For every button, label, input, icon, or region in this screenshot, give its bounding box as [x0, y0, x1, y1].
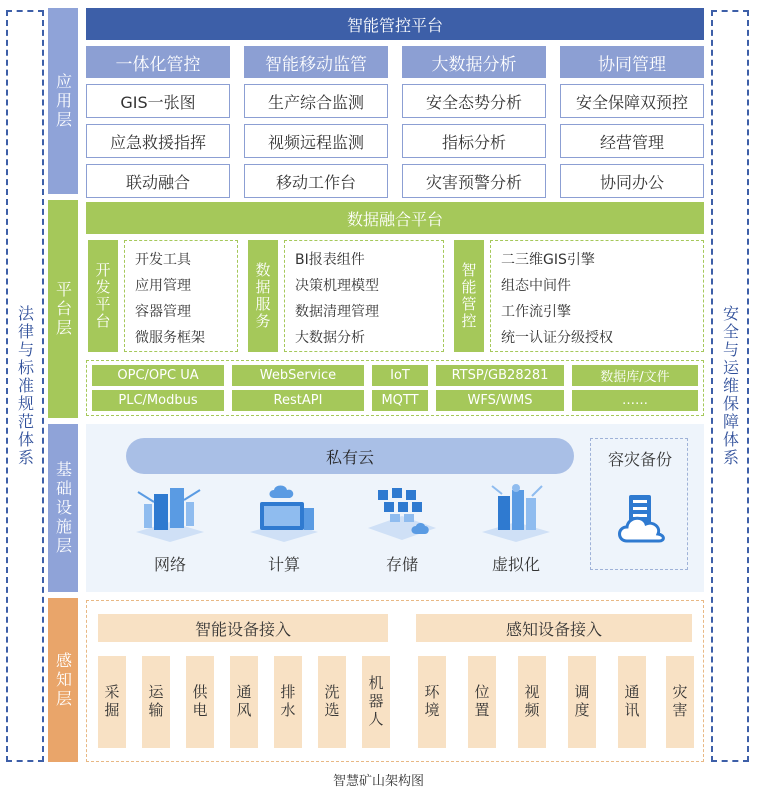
platform-layer-title: 数据融合平台: [86, 202, 704, 234]
list-item: 数据清理管理: [295, 304, 379, 320]
app-module-cell: 协同办公: [560, 164, 704, 198]
app-column-header: 智能移动监管: [244, 46, 388, 78]
smart-device-item: 运输: [142, 656, 170, 748]
smart-device-item: 机器人: [362, 656, 390, 748]
app-module-cell: 应急救援指挥: [86, 124, 230, 158]
protocol-tag: WebService: [232, 365, 364, 386]
list-item: 大数据分析: [295, 330, 365, 346]
app-module-cell: GIS一张图: [86, 84, 230, 118]
app-column-header: 协同管理: [560, 46, 704, 78]
infra-label-storage: 存储: [385, 555, 418, 574]
protocol-tag: RestAPI: [232, 390, 364, 411]
app-module-cell: 安全保障双预控: [560, 84, 704, 118]
sensing-device-item: 通讯: [618, 656, 646, 748]
protocol-tag: WFS/WMS: [436, 390, 564, 411]
app-module-cell: 联动融合: [86, 164, 230, 198]
list-item: 容器管理: [135, 304, 191, 320]
infra-label-network: 网络: [153, 555, 186, 574]
infra-label-virtualization: 虚拟化: [491, 555, 540, 574]
left-pillar: [6, 10, 44, 762]
list-item: 应用管理: [135, 278, 191, 294]
app-column-header: 一体化管控: [86, 46, 230, 78]
platform-group-list-data: [284, 240, 444, 352]
right-pillar: [711, 10, 749, 762]
cloud-server-icon: [613, 493, 669, 547]
right-pillar-label: 安全与运维保障体系: [720, 305, 740, 467]
smart-device-item: 采掘: [98, 656, 126, 748]
platform-group-tag-data: 数据服务: [248, 240, 278, 352]
network-icon: [132, 482, 208, 544]
left-pillar-label: 法律与标准规范体系: [15, 305, 35, 467]
layer-label-platform: 平台层: [48, 200, 78, 418]
smart-device-item: 洗选: [318, 656, 346, 748]
app-module-cell: 灾害预警分析: [402, 164, 546, 198]
app-column-header: 大数据分析: [402, 46, 546, 78]
app-layer-title: 智能管控平台: [86, 8, 704, 40]
app-module-cell: 安全态势分析: [402, 84, 546, 118]
platform-group-list-control: [490, 240, 704, 352]
layer-label-sensing: 感知层: [48, 598, 78, 762]
sensing-device-access-title: 感知设备接入: [416, 614, 692, 642]
protocol-tag: ……: [572, 390, 698, 411]
platform-group-tag-control: 智能管控: [454, 240, 484, 352]
app-module-cell: 经营管理: [560, 124, 704, 158]
sensing-device-item: 视频: [518, 656, 546, 748]
smart-device-access-title: 智能设备接入: [98, 614, 388, 642]
layer-label-infra: 基础设施层: [48, 424, 78, 592]
list-item: 微服务框架: [135, 330, 205, 346]
protocol-tag: OPC/OPC UA: [92, 365, 224, 386]
protocol-tag: RTSP/GB28281: [436, 365, 564, 386]
protocol-tag: IoT: [372, 365, 428, 386]
app-module-cell: 指标分析: [402, 124, 546, 158]
list-item: 开发工具: [135, 252, 191, 268]
platform-group-list-dev: [124, 240, 238, 352]
compute-icon: [246, 482, 322, 544]
list-item: BI报表组件: [295, 252, 365, 268]
infra-label-compute: 计算: [267, 555, 300, 574]
app-module-cell: 视频远程监测: [244, 124, 388, 158]
private-cloud-bar: 私有云: [126, 438, 574, 474]
smart-device-item: 供电: [186, 656, 214, 748]
sensing-device-item: 位置: [468, 656, 496, 748]
list-item: 组态中间件: [501, 278, 571, 294]
protocol-tag: MQTT: [372, 390, 428, 411]
sensing-device-item: 灾害: [666, 656, 694, 748]
virtualization-icon: [478, 482, 554, 544]
backup-label: 容灾备份: [607, 450, 672, 469]
sensing-device-item: 环境: [418, 656, 446, 748]
list-item: 二三维GIS引擎: [501, 252, 595, 268]
diagram-caption: 智慧矿山架构图: [332, 774, 424, 789]
smart-device-item: 通风: [230, 656, 258, 748]
app-module-cell: 移动工作台: [244, 164, 388, 198]
protocol-tag: PLC/Modbus: [92, 390, 224, 411]
protocol-tag: 数据库/文件: [572, 365, 698, 386]
list-item: 统一认证分级授权: [501, 330, 613, 346]
platform-group-tag-dev: 开发平台: [88, 240, 118, 352]
smart-device-item: 排水: [274, 656, 302, 748]
app-module-cell: 生产综合监测: [244, 84, 388, 118]
storage-icon: [364, 482, 440, 544]
sensing-device-item: 调度: [568, 656, 596, 748]
disaster-backup-box: [590, 438, 688, 570]
list-item: 决策机理模型: [295, 278, 379, 294]
layer-label-app: 应用层: [48, 8, 78, 194]
list-item: 工作流引擎: [501, 304, 571, 320]
